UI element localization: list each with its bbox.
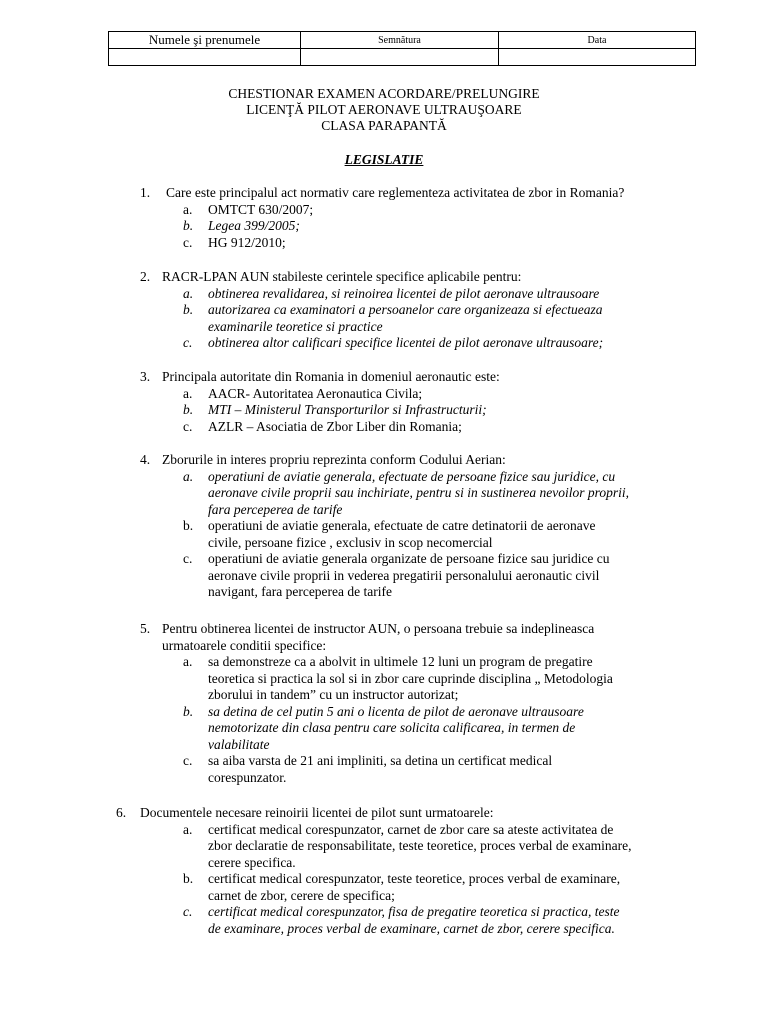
title-line: CHESTIONAR EXAMEN ACORDARE/PRELUNGIRE — [228, 86, 540, 101]
option-text — [208, 469, 708, 519]
title-line: CLASA PARAPANTĂ — [321, 118, 447, 133]
question-number: 1. — [140, 185, 151, 200]
answer-option[interactable] — [0, 904, 768, 937]
answer-option[interactable] — [0, 654, 768, 704]
option-text-line: operatiuni de aviatie generala organizate de persoane fizice sau juridice cu — [208, 551, 610, 566]
option-label: b. — [183, 402, 194, 417]
option-text — [208, 551, 708, 601]
option-text-line: obtinerea altor calificari specifice licentei de pilot aeronave ultrausoare; — [208, 335, 604, 350]
option-text — [208, 235, 708, 252]
question-4 — [0, 452, 768, 601]
answer-option[interactable] — [0, 386, 768, 403]
option-label: c. — [183, 418, 193, 434]
answer-option[interactable] — [0, 402, 768, 419]
answer-option[interactable] — [0, 871, 768, 904]
option-text — [208, 202, 708, 219]
option-label: c. — [183, 551, 193, 566]
option-text-line: aeronave civile proprii in vederea pregatirii personalului aeronautic civil — [208, 567, 600, 583]
option-label: b. — [183, 871, 194, 886]
title-line: LICENŢĂ PILOT AERONAVE ULTRAUŞOARE — [246, 102, 522, 117]
question-text: Principala autoritate din Romania in domeniul aeronautic este: — [162, 369, 500, 384]
option-text-line: certificat medical corespunzator, teste teoretice, proces verbal de examinare, — [208, 871, 621, 886]
question-line — [0, 452, 768, 469]
option-text-line: sa detina de cel putin 5 ani o licenta de pilot de aeronave ultrausoare — [208, 703, 584, 719]
answer-option[interactable] — [0, 202, 768, 219]
question-line — [0, 621, 768, 638]
option-text-line: MTI – Ministerul Transporturilor si Infrastructurii; — [208, 402, 487, 417]
answer-option[interactable] — [0, 822, 768, 872]
question-line — [0, 638, 768, 655]
option-label: a. — [183, 821, 193, 837]
option-text-line: Legea 399/2005; — [208, 218, 300, 233]
question-2 — [0, 269, 768, 352]
question-1 — [0, 185, 768, 251]
question-3 — [0, 369, 768, 435]
answer-option[interactable] — [0, 218, 768, 235]
option-text — [208, 302, 708, 335]
option-text-line: zbor declaratie de responsabilitate, teste teoretice, proces verbal de examinare, — [208, 838, 632, 853]
option-text-line: fara perceperea de tarife — [208, 501, 343, 517]
answer-option[interactable] — [0, 235, 768, 252]
option-label: c. — [183, 335, 193, 350]
option-text-line: carnet de zbor, cerere de specifica; — [208, 887, 395, 903]
question-number: 3. — [140, 369, 151, 384]
option-label: a. — [183, 654, 193, 669]
question-text: Documentele necesare reinoirii licentei de pilot sunt urmatoarele: — [140, 805, 494, 820]
option-text-line: examinarile teoretice si practice — [208, 318, 383, 334]
option-text — [208, 286, 708, 303]
question-line — [0, 369, 768, 386]
option-text-line: certificat medical corespunzator, fisa de pregatire teoretica si practica, teste — [208, 904, 620, 919]
name-field[interactable] — [109, 49, 301, 66]
question-text: urmatoarele conditii specifice: — [162, 637, 327, 653]
option-text — [208, 822, 708, 872]
option-text-line: valabilitate — [208, 736, 270, 752]
option-text-line: cerere specifica. — [208, 854, 296, 870]
option-text — [208, 419, 708, 436]
option-text-line: navigant, fara perceperea de tarife — [208, 584, 392, 599]
option-text-line: civile, persoane fizice , exclusiv in scop necomercial — [208, 534, 493, 550]
answer-option[interactable] — [0, 335, 768, 352]
option-text — [208, 218, 708, 235]
option-label: c. — [183, 753, 193, 768]
option-label: b. — [183, 302, 194, 317]
option-text-line: AACR- Autoritatea Aeronautica Civila; — [208, 385, 423, 401]
option-text — [208, 386, 708, 403]
option-text — [208, 518, 708, 551]
signature-field[interactable] — [301, 49, 499, 66]
option-text-line: sa aiba varsta de 21 ani impliniti, sa detina un certificat medical — [208, 753, 553, 768]
date-header: Data — [499, 32, 696, 49]
answer-option[interactable] — [0, 419, 768, 436]
section-heading: LEGISLATIE — [344, 152, 424, 167]
option-text-line: HG 912/2010; — [208, 234, 286, 250]
option-text — [208, 904, 708, 937]
option-text-line: teoretica si practica la sol si in zbor care cuprinde disciplina „ Metodologia — [208, 670, 613, 686]
date-field[interactable] — [499, 49, 696, 66]
option-text-line: corespunzator. — [208, 769, 287, 785]
name-header: Numele şi prenumele — [109, 32, 301, 49]
question-line — [0, 269, 768, 286]
option-text — [208, 335, 708, 352]
option-text-line: operatiuni de aviatie generala, efectuate de catre detinatorii de aeronave — [208, 518, 596, 533]
option-text-line: obtinerea revalidarea, si reinoirea licentei de pilot aeronave ultrausoare — [208, 285, 600, 301]
identification-table — [108, 31, 696, 66]
option-label: a. — [183, 285, 194, 301]
option-label: b. — [183, 218, 194, 233]
question-number: 6. — [116, 805, 127, 820]
answer-option[interactable] — [0, 753, 768, 786]
option-label: a. — [183, 385, 193, 401]
option-label: c. — [183, 904, 193, 919]
option-text-line: nemotorizate din clasa pentru care solicita calificarea, in termen de — [208, 720, 576, 735]
question-line — [0, 185, 768, 202]
question-number: 4. — [140, 452, 151, 467]
question-text: RACR-LPAN AUN stabileste cerintele specifice aplicabile pentru: — [162, 269, 522, 284]
option-text-line: autorizarea ca examinatori a persoanelor care organizeaza si efectueaza — [208, 302, 603, 317]
question-text: Pentru obtinerea licentei de instructor AUN, o persoana trebuie sa indeplineasca — [162, 621, 595, 636]
question-number: 5. — [140, 621, 151, 636]
option-text — [208, 704, 708, 754]
document-title — [0, 86, 768, 134]
question-line — [0, 805, 768, 822]
answer-option[interactable] — [0, 286, 768, 303]
answer-option[interactable] — [0, 518, 768, 551]
question-number: 2. — [140, 269, 151, 284]
option-text-line: aeronave civile proprii sau inchiriate, pentru si in sustinerea nevoilor proprii, — [208, 485, 629, 500]
option-label: b. — [183, 518, 194, 533]
option-label: a. — [183, 468, 194, 484]
answer-option[interactable] — [0, 551, 768, 601]
option-text-line: OMTCT 630/2007; — [208, 201, 314, 217]
option-text-line: sa demonstreze ca a abolvit in ultimele 12 luni un program de pregatire — [208, 654, 593, 669]
answer-option[interactable] — [0, 469, 768, 519]
question-5 — [0, 621, 768, 786]
option-text — [208, 402, 708, 419]
option-label: a. — [183, 201, 193, 217]
option-label: b. — [183, 703, 194, 719]
question-6 — [0, 805, 768, 937]
option-text — [208, 871, 708, 904]
answer-option[interactable] — [0, 704, 768, 754]
option-text-line: zborului in tandem” cu un instructor autorizat; — [208, 687, 459, 702]
option-text — [208, 654, 708, 704]
option-text-line: certificat medical corespunzator, carnet de zbor care sa ateste activitatea de — [208, 821, 614, 837]
option-text-line: de examinare, proces verbal de examinare, carnet de zbor, cerere specifica. — [208, 920, 615, 936]
question-text: Zborurile in interes propriu reprezinta conform Codului Aerian: — [162, 452, 506, 467]
question-text: Care este principalul act normativ care reglementeza activitatea de zbor in Romania? — [166, 185, 625, 200]
answer-option[interactable] — [0, 302, 768, 335]
option-text-line: AZLR – Asociatia de Zbor Liber din Romania; — [208, 418, 462, 434]
signature-header: Semnătura — [301, 32, 499, 49]
option-text-line: operatiuni de aviatie generala, efectuate de persoane fizice sau juridice, cu — [208, 468, 616, 484]
option-label: c. — [183, 234, 193, 250]
option-text — [208, 753, 708, 786]
